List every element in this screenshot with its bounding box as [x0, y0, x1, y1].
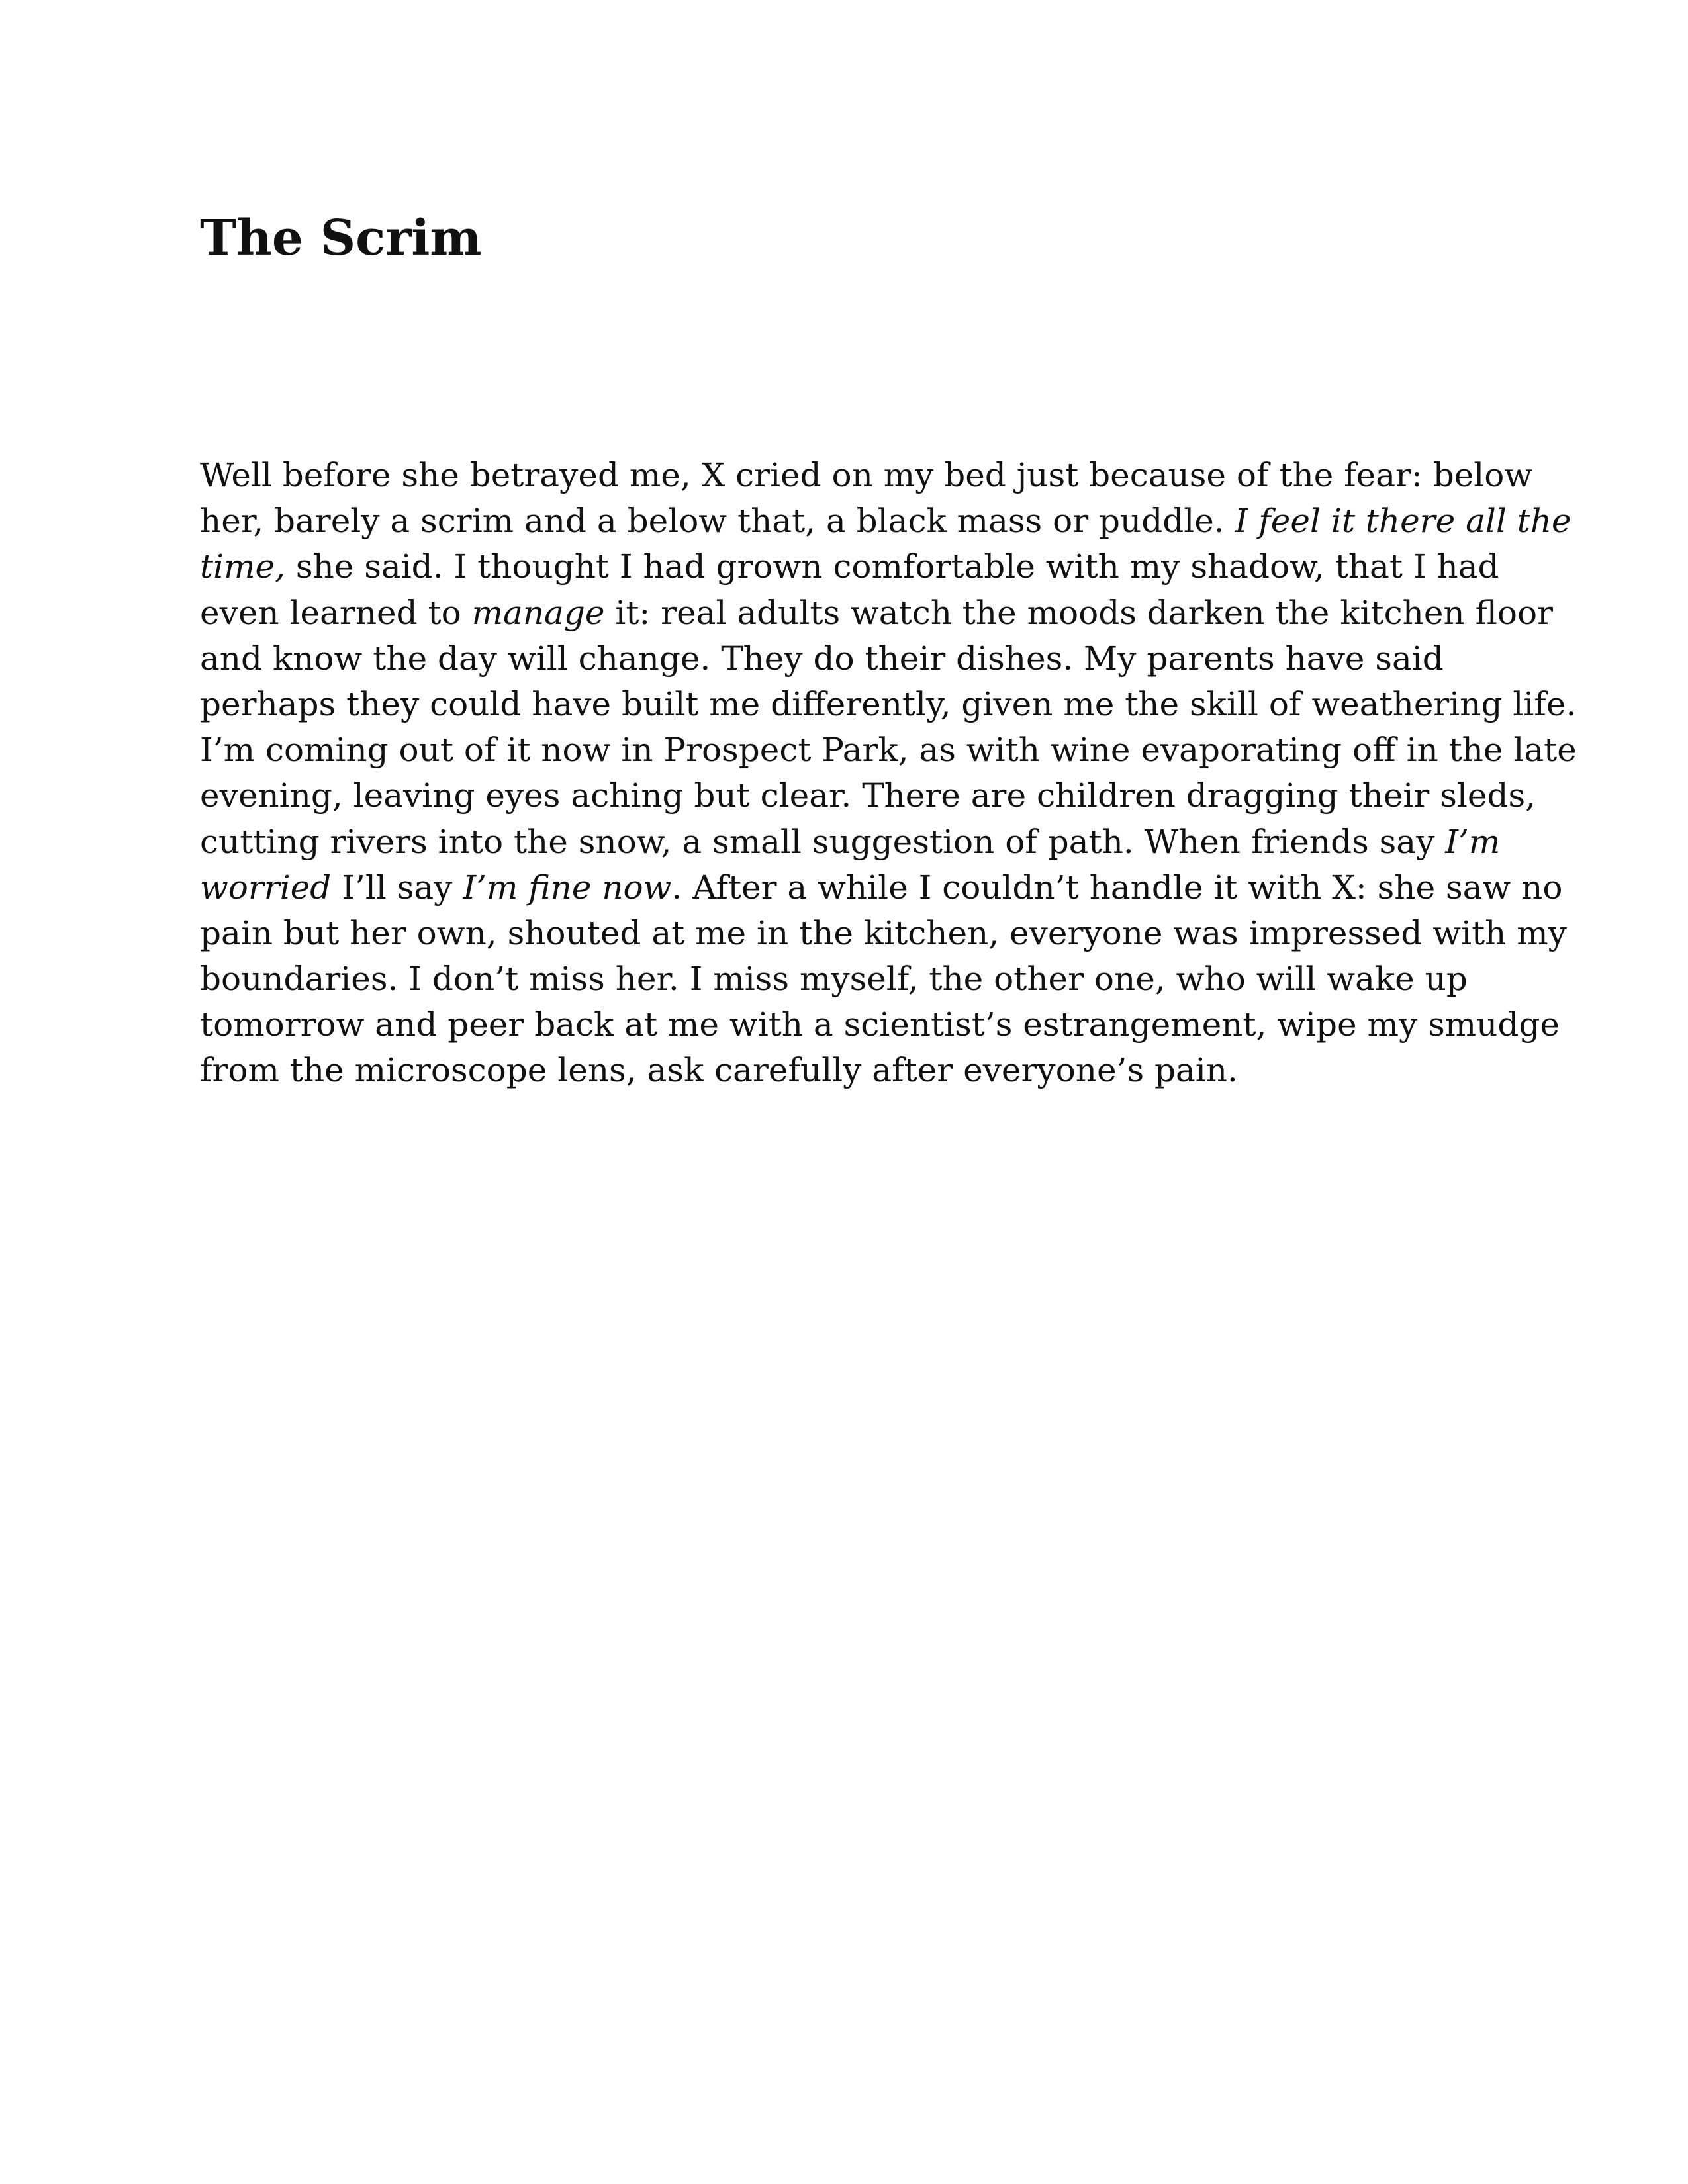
poem-text: perhaps they could have built me differently, given me the skill of weathering life.	[200, 684, 1577, 723]
poem-line	[200, 865, 1643, 911]
poem-text: tomorrow and peer back at me with a scientist’s estrangement, wipe my smudge	[200, 1005, 1560, 1044]
poem-line	[200, 911, 1643, 956]
poem-text: pain but her own, shouted at me in the kitchen, everyone was impressed with my	[200, 913, 1567, 952]
poem-line	[200, 498, 1643, 544]
poem-line	[200, 682, 1643, 727]
poem-text: and know the day will change. They do their dishes. My parents have said	[200, 639, 1444, 678]
poem-line	[200, 956, 1643, 1002]
poem-italic-text: I’m fine now	[463, 868, 672, 907]
poem-text: it: real adults watch the moods darken the kitchen floor	[604, 593, 1553, 632]
poem-text: evening, leaving eyes aching but clear. There are children dragging their sleds,	[200, 776, 1536, 815]
poem-italic-text: I’m	[1445, 822, 1501, 861]
poem-text: . After a while I couldn’t handle it with X: she saw no	[671, 868, 1563, 907]
poem-line	[200, 590, 1643, 636]
poem-line	[200, 727, 1643, 773]
poem-line	[200, 1002, 1643, 1048]
poem-text: cutting rivers into the snow, a small suggestion of path. When friends say	[200, 822, 1446, 861]
poem-text: I’m coming out of it now in Prospect Park, as with wine evaporating off in the late	[200, 731, 1577, 770]
poem-text: she said. I thought I had grown comfortable with my shadow, that I had	[285, 547, 1499, 586]
poem-line	[200, 1048, 1643, 1093]
poem-line	[200, 819, 1643, 865]
poem-title: The Scrim	[200, 210, 482, 267]
poem-line	[200, 636, 1643, 682]
poem-italic-text: time,	[200, 547, 285, 586]
poem-line	[200, 453, 1643, 498]
poem-italic-text: worried	[200, 868, 332, 907]
poem-text: from the microscope lens, ask carefully after everyone’s pain.	[200, 1051, 1238, 1090]
poem-text: her, barely a scrim and a below that, a black mass or puddle.	[200, 502, 1235, 541]
poem-body	[200, 453, 1643, 1094]
poem-italic-text: manage	[471, 593, 605, 632]
poem-line	[200, 544, 1643, 590]
poem-text: Well before she betrayed me, X cried on my bed just because of the fear: below	[200, 456, 1533, 494]
poem-line	[200, 773, 1643, 819]
poem-text: boundaries. I don’t miss her. I miss myself, the other one, who will wake up	[200, 960, 1468, 999]
poem-text: I’ll say	[331, 868, 463, 907]
poem-text: even learned to	[200, 593, 472, 632]
poem-italic-text: I feel it there all the	[1235, 502, 1571, 541]
